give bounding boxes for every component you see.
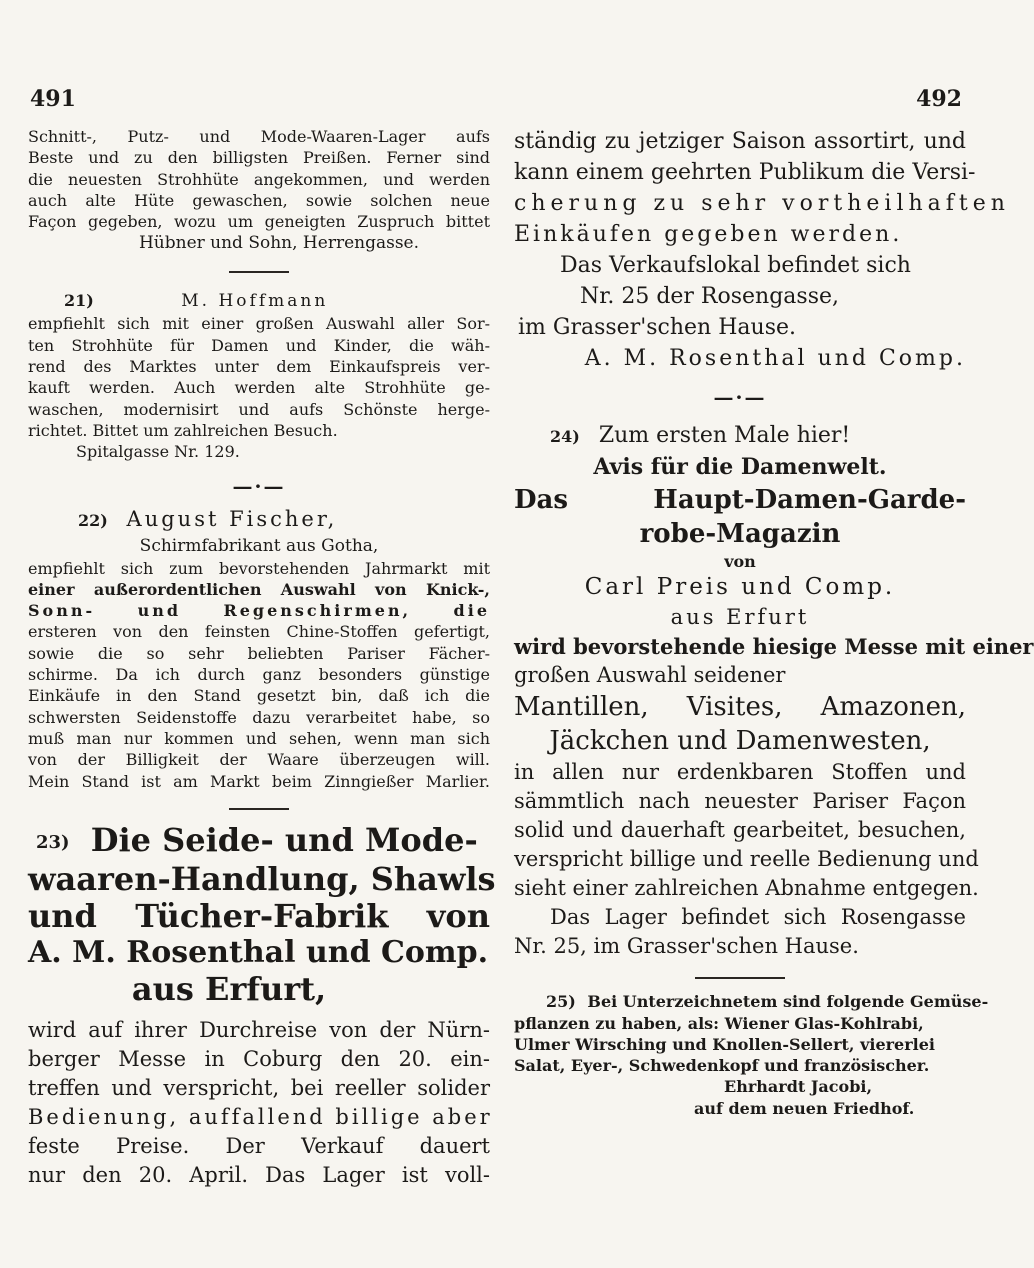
text-line: schwersten Seidenstoffe dazu verarbeitet habe, so bbox=[28, 707, 490, 727]
ad-23-continued bbox=[514, 126, 1010, 374]
advertiser-name: August Fischer, bbox=[126, 506, 338, 531]
text-line: richtet. Bittet um zahlreichen Besuch. bbox=[28, 420, 338, 440]
text-line: Nr. 25, im Grasser'schen Hause. bbox=[514, 934, 859, 959]
page-number-right: 492 bbox=[916, 86, 962, 112]
address: Spitalgasse Nr. 129. bbox=[76, 442, 240, 462]
text-line: nur den 20. April. Das Lager ist voll- bbox=[28, 1162, 490, 1187]
separator: —·— bbox=[232, 473, 286, 498]
signature-name: Ehrhardt Jacobi, bbox=[724, 1077, 873, 1097]
ad-21 bbox=[28, 289, 490, 462]
firm-signature: A. M. Rosenthal und Comp. bbox=[584, 346, 966, 371]
text-line: rend des Marktes unter dem Einkaufspreis ver- bbox=[28, 357, 490, 377]
text-line: ersteren von den feinsten Chine-Stoffen gefertigt, bbox=[28, 622, 490, 642]
text-line: ständig zu jetziger Saison assortirt, und bbox=[514, 129, 966, 154]
ad-25 bbox=[514, 991, 989, 1119]
text-line: Das Lager befindet sich Rosengasse bbox=[550, 905, 966, 930]
text-line: die neuesten Strohhüte angekommen, und werden bbox=[28, 169, 490, 189]
left-column bbox=[28, 126, 496, 1190]
headline-line: und Tücher-Fabrik von bbox=[28, 896, 490, 935]
ad-number: 23) bbox=[36, 831, 70, 853]
text-line: pflanzen zu haben, als: Wiener Glas-Kohlrabi, bbox=[514, 1013, 924, 1033]
text-line: kauft werden. Auch werden alte Strohhüte ge- bbox=[28, 378, 490, 398]
text-line: Mein Stand ist am Markt beim Zinngießer Marlier. bbox=[28, 771, 490, 791]
firm-origin: aus Erfurt bbox=[670, 605, 810, 630]
text-line: einer außerordentlichen Auswahl von Knick-, bbox=[28, 579, 490, 599]
text-line: Beste und zu den billigsten Preißen. Ferner sind bbox=[28, 148, 490, 168]
advertiser-name: M. Hoffmann bbox=[181, 291, 329, 312]
signature-place: auf dem neuen Friedhof. bbox=[694, 1098, 915, 1118]
text-line: empfiehlt sich zum bevorstehenden Jahrmarkt mit bbox=[28, 558, 490, 578]
text-line: Einkäufen gegeben werden. bbox=[514, 222, 903, 247]
headline-line: aus Erfurt, bbox=[131, 969, 327, 1008]
intro-ad bbox=[28, 126, 490, 255]
text-line: sowie die so sehr beliebten Pariser Fächer- bbox=[28, 643, 490, 663]
ad-avis: Avis für die Damenwelt. bbox=[593, 454, 887, 480]
text-line: treffen und verspricht, bei reeller solider bbox=[28, 1075, 490, 1100]
right-column bbox=[514, 126, 1034, 1119]
text-line: solid und dauerhaft gearbeitet, besuchen, bbox=[514, 818, 966, 843]
text-line: wird auf ihrer Durchreise von der Nürn- bbox=[28, 1017, 490, 1042]
text-line: waschen, modernisirt und aufs Schönste herge- bbox=[28, 399, 490, 419]
text-line: großen Auswahl seidener bbox=[514, 663, 786, 688]
text-line: auch alte Hüte gewaschen, sowie solchen neue bbox=[28, 190, 490, 210]
ad-number: 24) bbox=[550, 427, 580, 446]
text-line: sämmtlich nach neuester Pariser Façon bbox=[514, 789, 966, 814]
text-line: schirme. Da ich durch ganz besonders günstige bbox=[28, 665, 490, 685]
text-line: in allen nur erdenkbaren Stoffen und bbox=[514, 760, 966, 785]
text-line: Sonn- und Regenschirmen, die bbox=[28, 601, 490, 621]
text-line: verspricht billige und reelle Bedienung und bbox=[514, 847, 979, 872]
text-line: berger Messe in Coburg den 20. ein- bbox=[28, 1046, 490, 1071]
text-line: im Grasser'schen Hause. bbox=[518, 315, 796, 340]
ad-number: 21) bbox=[64, 291, 94, 311]
text-line: Mantillen, Visites, Amazonen, bbox=[514, 692, 966, 723]
headline-line: robe-Magazin bbox=[639, 519, 841, 549]
ad-number: 25) bbox=[546, 992, 576, 1012]
ad-22 bbox=[28, 505, 490, 792]
text-line: Schnitt-, Putz- und Mode-Waaren-Lager aufs bbox=[28, 127, 490, 146]
headline-line: A. M. Rosenthal und Comp. bbox=[28, 934, 489, 970]
text-line: muß man nur kommen und sehen, wenn man sich bbox=[28, 728, 490, 748]
text-line: Das Verkaufslokal befindet sich bbox=[560, 253, 911, 278]
headline-line: Das Haupt-Damen-Garde- bbox=[514, 485, 966, 515]
firm-name: Carl Preis und Comp. bbox=[584, 574, 896, 601]
text-line: Façon gegeben, wozu um geneigten Zuspruch bittet bbox=[28, 212, 490, 232]
von-label: von bbox=[724, 552, 756, 571]
ad-23 bbox=[28, 820, 496, 1190]
text-line: Ulmer Wirsching und Knollen-Sellert, viererlei bbox=[514, 1034, 935, 1054]
text-line: sieht einer zahlreichen Abnahme entgegen. bbox=[514, 876, 979, 901]
ad-24 bbox=[514, 420, 1034, 961]
text-line: cherung zu sehr vortheilhaften bbox=[514, 191, 1010, 216]
headline-line: Die Seide- und Mode- bbox=[90, 820, 478, 859]
text-line: Nr. 25 der Rosengasse, bbox=[580, 284, 840, 309]
text-line: von der Billigkeit der Waare überzeugen will. bbox=[28, 750, 490, 770]
page-number-left: 491 bbox=[30, 86, 76, 112]
text-line: wird bevorstehende hiesige Messe mit einer bbox=[514, 634, 1034, 660]
text-line: ten Strohhüte für Damen und Kinder, die wäh- bbox=[28, 335, 490, 355]
text-line: feste Preise. Der Verkauf dauert bbox=[28, 1133, 490, 1158]
advertiser-subtitle: Schirmfabrikant aus Gotha, bbox=[139, 535, 379, 556]
text-line: Bedienung, auffallend billige aber bbox=[28, 1104, 493, 1129]
separator: —·— bbox=[713, 385, 767, 409]
text-line: Bei Unterzeichnetem sind folgende Gemüse- bbox=[587, 992, 989, 1012]
ad-number: 22) bbox=[78, 510, 108, 530]
headline-line: waaren-Handlung, Shawls bbox=[28, 859, 496, 898]
text-line: empfiehlt sich mit einer großen Auswahl aller Sor- bbox=[28, 314, 490, 334]
intro-signature: Hübner und Sohn, Herrengasse. bbox=[138, 233, 420, 254]
text-line: Salat, Eyer-, Schwedenkopf und französischer. bbox=[514, 1056, 930, 1076]
ad-intro: Zum ersten Male hier! bbox=[598, 423, 851, 448]
text-line: kann einem geehrten Publikum die Versi- bbox=[514, 160, 976, 185]
text-line: Jäckchen und Damenwesten, bbox=[549, 726, 931, 757]
text-line: Einkäufe in den Stand gesetzt bin, daß ich die bbox=[28, 686, 490, 706]
